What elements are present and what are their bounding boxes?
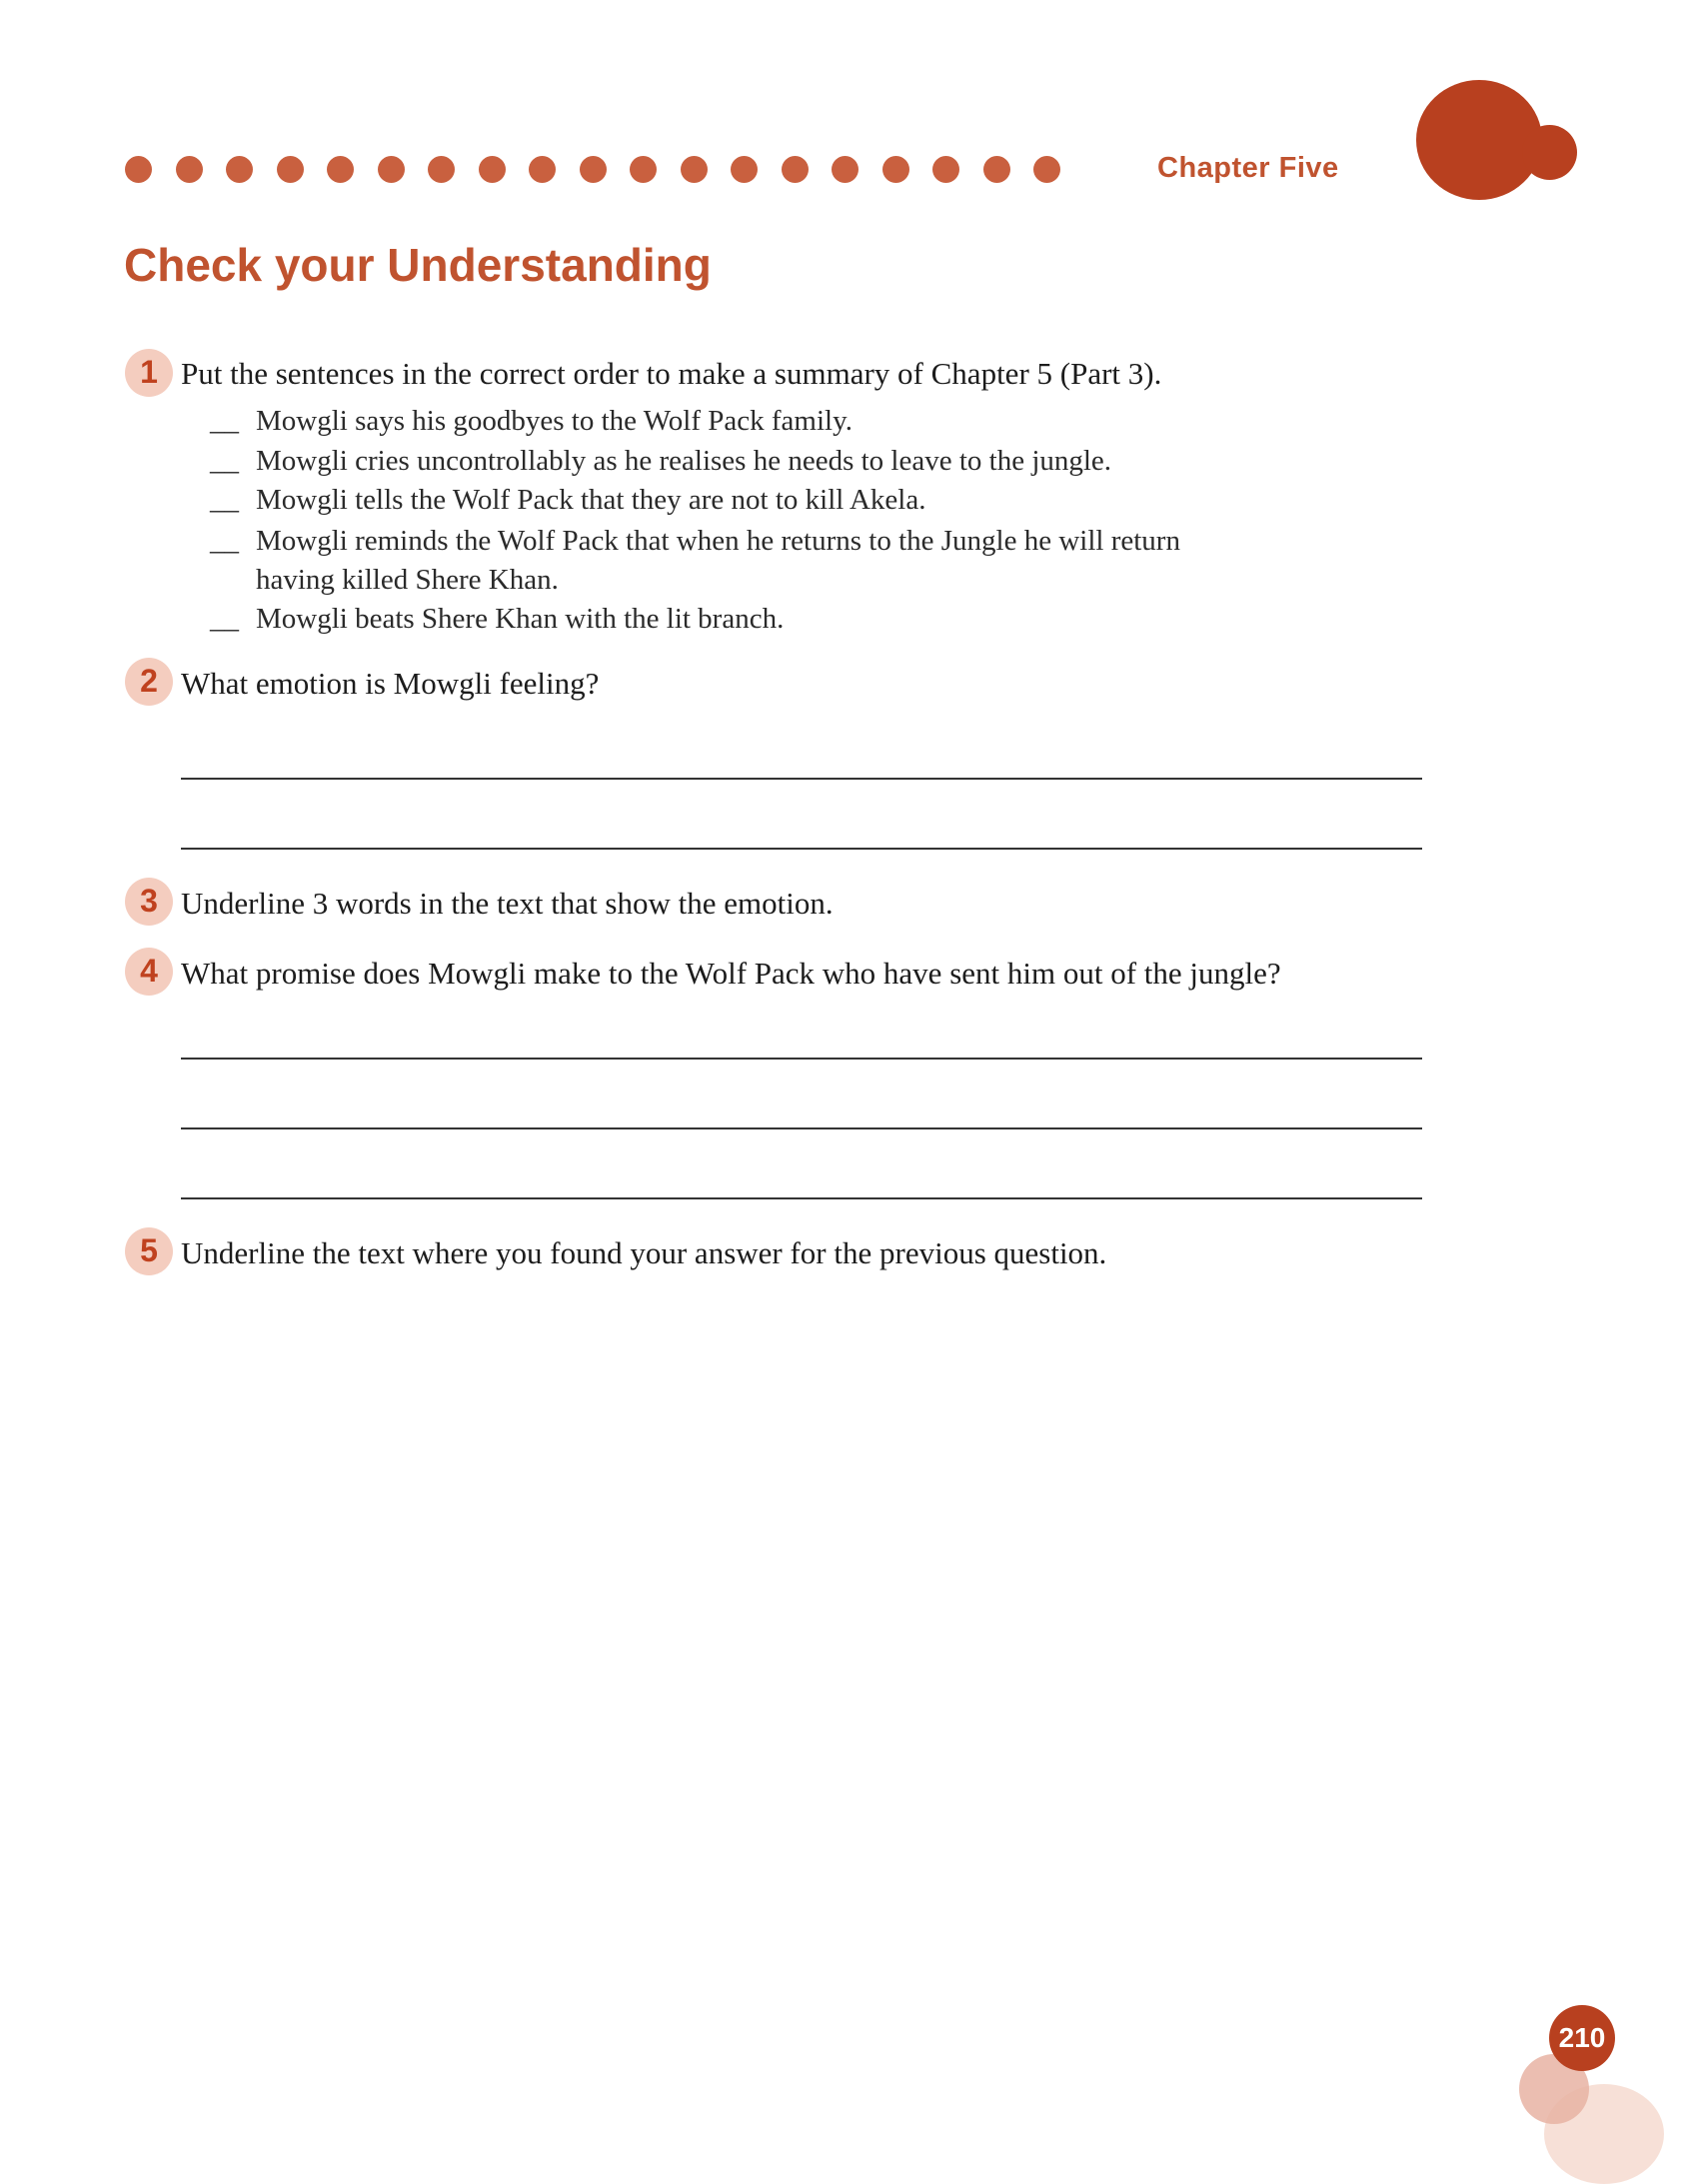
question-5-text: Underline the text where you found your answer for the previous question. (181, 1235, 1107, 1270)
question-1-text: Put the sentences in the correct order to make a summary of Chapter 5 (Part 3). (181, 356, 1162, 391)
answer-line[interactable] (181, 848, 1422, 850)
dot (681, 156, 708, 183)
ordering-item (210, 445, 1111, 478)
answer-line[interactable] (181, 778, 1422, 780)
dot (529, 156, 556, 183)
question-number-badge: 1 (125, 349, 173, 397)
page-number: 210 (1549, 2005, 1615, 2071)
question-number-badge: 3 (125, 878, 173, 926)
decorative-dot-row (125, 156, 1060, 183)
dot (176, 156, 203, 183)
answer-line[interactable] (181, 1127, 1422, 1129)
answer-line[interactable] (181, 1197, 1422, 1199)
order-blank[interactable]: __ (210, 603, 239, 635)
page-title: Check your Understanding (124, 239, 712, 291)
corner-blob-small-decoration (1522, 125, 1577, 180)
dot (580, 156, 607, 183)
ordering-item (210, 484, 925, 517)
ordering-item-text: Mowgli beats Shere Khan with the lit branch. (256, 603, 785, 635)
question-number-badge: 5 (125, 1227, 173, 1275)
chapter-label: Chapter Five (1157, 152, 1339, 184)
question-3-text: Underline 3 words in the text that show the emotion. (181, 886, 834, 921)
dot (983, 156, 1010, 183)
dot (327, 156, 354, 183)
dot (125, 156, 152, 183)
dot (932, 156, 959, 183)
ordering-item (210, 525, 1180, 558)
question-2-text: What emotion is Mowgli feeling? (181, 666, 600, 701)
question-number-badge: 4 (125, 948, 173, 996)
corner-blob-decoration (1416, 80, 1542, 200)
ordering-item (210, 405, 852, 438)
dot (479, 156, 506, 183)
dot (782, 156, 809, 183)
order-blank[interactable]: __ (210, 445, 239, 477)
ordering-item-text: Mowgli tells the Wolf Pack that they are not to kill Akela. (256, 484, 926, 516)
dot (378, 156, 405, 183)
dot (630, 156, 657, 183)
question-number-badge: 2 (125, 658, 173, 706)
dot (277, 156, 304, 183)
question-4-text: What promise does Mowgli make to the Wolf Pack who have sent him out of the jungle? (181, 956, 1281, 991)
dot (882, 156, 909, 183)
dot (1033, 156, 1060, 183)
answer-line[interactable] (181, 1058, 1422, 1060)
ordering-item-text: Mowgli cries uncontrollably as he realises he needs to leave to the jungle. (256, 445, 1112, 477)
order-blank[interactable]: __ (210, 405, 239, 437)
ordering-item-text: Mowgli says his goodbyes to the Wolf Pack family. (256, 405, 852, 437)
order-blank[interactable]: __ (210, 484, 239, 516)
dot (226, 156, 253, 183)
ordering-item-continuation: having killed Shere Khan. (256, 564, 559, 596)
dot (832, 156, 858, 183)
dot (428, 156, 455, 183)
order-blank[interactable]: __ (210, 525, 239, 557)
ordering-item-text: Mowgli reminds the Wolf Pack that when he returns to the Jungle he will return (256, 525, 1180, 557)
dot (731, 156, 758, 183)
ordering-item (210, 603, 784, 636)
